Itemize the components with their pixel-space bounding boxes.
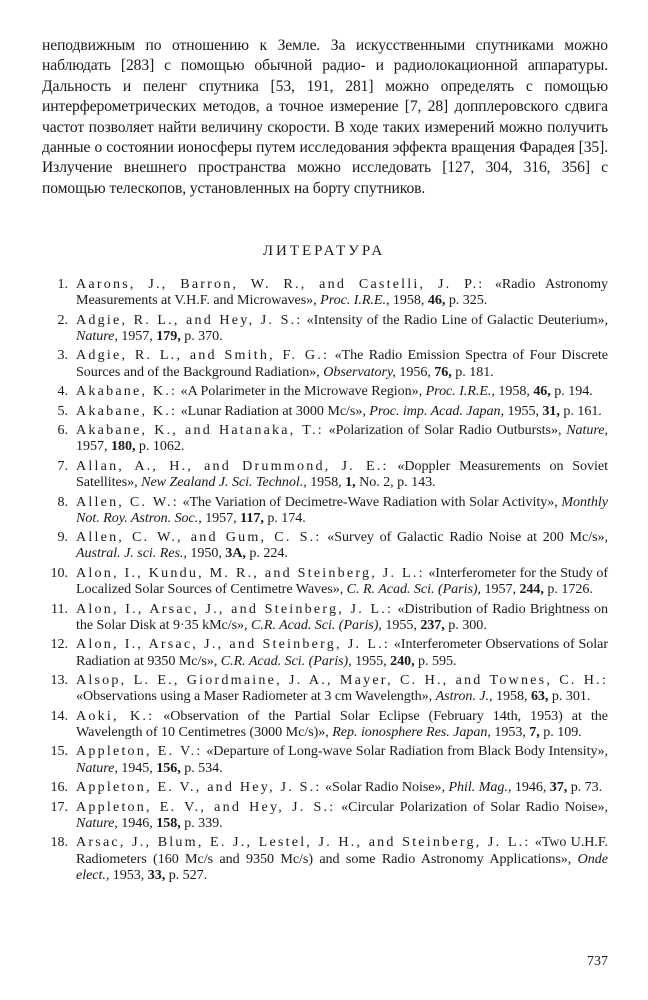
reference-year: 1957, [205, 509, 237, 526]
reference-number: 13. [50, 672, 68, 689]
reference-volume: 46, [533, 383, 551, 400]
reference-title: «A Polarimeter in the Microwave Region», [180, 383, 423, 400]
reference-journal: Rep. ionosphere Res. Japan, [332, 723, 491, 740]
reference-authors: Aoki, K.: [76, 707, 155, 724]
reference-volume: 46, [427, 292, 446, 309]
reference-journal: Proc. I.R.E., [425, 383, 495, 400]
reference-volume: 3A, [225, 545, 246, 562]
intro-paragraph: неподвижным по отношению к Земле. За искусственными спутниками можно наблюдать [283] с помощью обычной радио- и радиолокационной аппаратуры. Дальность и пеленг спутника [53, 191, 281] можно определять с помощью интерферометрических методов, а точное измерение [7, 28] допплеровского сдвига частот позволяет найти величину скорости. В ходе таких измерений можно получить данные о состоянии ионосферы путем исследования эффекта вращения Фарадея [35]. Излучение внешнего пространства можно исследовать [127, 304, 316, 356] с помощью телескопов, установленных на борту спутников. [42, 37, 608, 197]
reference-pages: p. 73. [570, 779, 603, 796]
reference-authors: Allen, C. W.: [76, 493, 179, 510]
reference-year: 1958, [495, 688, 528, 705]
reference-pages: p. 325. [448, 292, 488, 309]
reference-title: «Observations using a Maser Radiometer at 3 cm Wavelength», [76, 688, 433, 705]
reference-volume: 33, [147, 866, 166, 883]
reference-title: «Observation of the Partial Solar Eclipse (February 14th, 1953) at the Wavelength of 10 Centimetres (3000 Mc/s)», [76, 707, 608, 740]
reference-pages: p. 224. [249, 545, 288, 562]
reference-pages: p. 339. [184, 814, 223, 831]
reference-authors: Allen, C. W., and Gum, C. S.: [76, 529, 322, 546]
reference-number: 4. [57, 383, 68, 400]
reference-volume: 1, [345, 474, 356, 491]
reference-item [38, 529, 608, 561]
reference-year: 1946, [121, 814, 153, 831]
reference-pages: p. 534. [184, 759, 223, 776]
reference-pages: p. 174. [267, 509, 306, 526]
reference-number: 14. [50, 707, 68, 724]
reference-year: 1955, [385, 616, 417, 633]
reference-year: 1958, [310, 474, 342, 491]
reference-title: «Radio Astronomy Measurements at V.H.F. and Microwaves», [76, 276, 608, 309]
reference-year: 1958, [498, 383, 530, 400]
reference-journal: C. R. Acad. Sci. (Paris), [346, 581, 481, 598]
reference-number: 8. [57, 493, 68, 510]
reference-pages: p. 161. [563, 402, 602, 419]
reference-item [38, 601, 608, 633]
reference-number: 11. [51, 600, 68, 617]
reference-number: 9. [57, 529, 68, 546]
reference-list [38, 276, 608, 886]
reference-authors: Alon, I., Kundu, M. R., and Steinberg, J. L.: [76, 564, 425, 581]
reference-volume: 7, [529, 723, 540, 740]
reference-number: 10. [50, 564, 68, 581]
reference-authors: Alsop, L. E., Giordmaine, J. A., Mayer, C. H., and Townes, C. H.: [76, 672, 608, 689]
reference-title: «The Radio Emission Spectra of Four Discrete Sources and of the Background Radiation», [76, 347, 608, 380]
reference-authors: Aarons, J., Barron, W. R., and Castelli, J. P.: [76, 276, 485, 292]
reference-authors: Allan, A., H., and Drummond, J. E.: [76, 457, 389, 474]
reference-title: «Lunar Radiation at 3000 Mc/s», [180, 402, 366, 419]
reference-year: 1946, [514, 779, 547, 796]
reference-journal: Nature, [76, 814, 118, 831]
reference-volume: 117, [240, 509, 264, 526]
reference-title: «Two U.H.F. Radiometers (160 Mc/s and 9350 Mc/s) and some Radio Astronomy Applications», [76, 834, 609, 867]
reference-item [38, 636, 608, 668]
section-heading: ЛИТЕРАТУРА [262, 243, 386, 259]
page-number: 737 [587, 954, 608, 969]
reference-journal: C.R. Acad. Sci. (Paris), [251, 616, 382, 633]
reference-item [38, 422, 608, 454]
reference-year: 1957, [76, 438, 108, 455]
reference-volume: 37, [549, 779, 568, 796]
reference-year: 1955, [507, 402, 539, 419]
reference-year: 1953, [112, 866, 145, 883]
reference-item [38, 672, 608, 704]
reference-volume: 76, [434, 363, 452, 380]
reference-journal: Nature, [76, 327, 118, 344]
reference-volume: 158, [156, 814, 181, 831]
reference-journal: Nature, [566, 422, 608, 439]
reference-number: 1. [57, 276, 68, 292]
reference-title: «Interferometer for the Study of Localized Solar Sources of Centimetre Waves», [76, 564, 609, 598]
reference-journal: Observatory, [323, 363, 396, 380]
reference-volume: 180, [110, 438, 136, 455]
reference-title: «Distribution of Radio Brightness on the Solar Disk at 9·35 kMc/s», [76, 600, 608, 633]
reference-item [38, 312, 608, 344]
reference-item [38, 565, 608, 597]
reference-number: 3. [57, 347, 68, 364]
reference-number: 18. [50, 834, 68, 851]
reference-number: 15. [50, 743, 68, 760]
reference-item [38, 743, 608, 775]
reference-title: «Departure of Long-wave Solar Radiation from Black Body Intensity», [206, 743, 608, 760]
reference-item [38, 403, 608, 419]
reference-item [38, 347, 608, 379]
reference-item [38, 276, 608, 308]
reference-authors: Akabane, K.: [76, 402, 178, 419]
reference-year: 1956, [399, 363, 431, 380]
reference-journal: Astron. J., [435, 688, 493, 705]
reference-title: «Circular Polarization of Solar Radio Noise», [341, 798, 608, 815]
reference-authors: Arsac, J., Blum, E. J., Lestel, J. H., and Steinberg, J. L.: [76, 834, 531, 851]
reference-item [38, 779, 608, 795]
reference-pages: p. 109. [543, 723, 582, 740]
reference-number: 2. [57, 311, 68, 328]
reference-pages: p. 181. [455, 363, 494, 380]
reference-volume: 244, [519, 581, 544, 598]
reference-title: «Interferometer Observations of Solar Radiation at 9350 Mc/s», [76, 636, 608, 669]
reference-year: 1957, [121, 327, 153, 344]
reference-item [38, 494, 608, 526]
reference-journal: Proc. imp. Acad. Japan, [369, 402, 504, 419]
reference-pages: p. 1062. [138, 438, 185, 455]
reference-number: 17. [50, 798, 68, 815]
reference-number: 7. [57, 457, 68, 474]
reference-volume: 63, [530, 688, 549, 705]
reference-journal: New Zealand J. Sci. Technol., [141, 474, 307, 491]
reference-pages: p. 1726. [547, 581, 593, 598]
reference-authors: Alon, I., Arsac, J., and Steinberg, J. L.: [76, 636, 390, 653]
reference-volume: 240, [390, 652, 415, 669]
reference-year: 1957, [484, 581, 516, 598]
reference-number: 12. [50, 636, 68, 653]
reference-journal: Monthly Not. Roy. Astron. Soc., [76, 493, 608, 526]
reference-title: «The Variation of Decimetre-Wave Radiation with Solar Activity», [182, 493, 558, 510]
reference-title: «Doppler Measurements on Soviet Satellites», [76, 457, 608, 491]
reference-pages: p. 527. [168, 866, 208, 883]
reference-year: 1953, [494, 723, 526, 740]
reference-pages: p. 194. [554, 383, 593, 400]
reference-journal: Austral. J. sci. Res., [76, 545, 187, 562]
reference-pages: p. 301. [551, 688, 591, 705]
reference-pages: No. 2, p. 143. [359, 474, 436, 491]
reference-volume: 237, [420, 616, 445, 633]
reference-item [38, 799, 608, 831]
reference-authors: Adgie, R. L., and Smith, F. G.: [76, 347, 330, 364]
reference-volume: 179, [156, 327, 181, 344]
reference-item [38, 834, 608, 883]
reference-authors: Appleton, E. V., and Hey, J. S.: [76, 779, 322, 796]
reference-authors: Akabane, K., and Hatanaka, T.: [76, 422, 324, 439]
reference-title: «Survey of Galactic Radio Noise at 200 Mc/s», [327, 529, 608, 546]
reference-journal: Onde elect., [76, 850, 608, 883]
reference-year: 1958, [392, 292, 425, 309]
reference-journal: C.R. Acad. Sci. (Paris), [220, 652, 352, 669]
reference-journal: Phil. Mag., [448, 779, 512, 796]
reference-pages: p. 300. [448, 616, 487, 633]
reference-volume: 156, [156, 759, 181, 776]
reference-title: «Solar Radio Noise», [325, 779, 445, 796]
reference-authors: Akabane, K.: [76, 383, 178, 400]
reference-volume: 31, [542, 402, 560, 419]
reference-journal: Nature, [76, 759, 118, 776]
reference-item [38, 383, 608, 399]
reference-number: 5. [57, 402, 68, 419]
reference-authors: Alon, I., Arsac, J., and Steinberg, J. L.: [76, 600, 394, 617]
reference-year: 1950, [190, 545, 222, 562]
reference-authors: Appleton, E. V., and Hey, J. S.: [76, 798, 336, 815]
reference-authors: Adgie, R. L., and Hey, J. S.: [76, 311, 303, 328]
reference-item [38, 708, 608, 740]
reference-year: 1945, [121, 759, 153, 776]
reference-title: «Polarization of Solar Radio Outbursts», [328, 422, 562, 439]
reference-pages: p. 595. [418, 652, 457, 669]
reference-title: «Intensity of the Radio Line of Galactic Deuterium», [306, 311, 608, 328]
reference-pages: p. 370. [184, 327, 223, 344]
reference-authors: Appleton, E. V.: [76, 743, 203, 760]
reference-year: 1955, [355, 652, 387, 669]
reference-item [38, 458, 608, 490]
reference-number: 6. [57, 422, 68, 439]
reference-number: 16. [50, 779, 68, 796]
reference-journal: Proc. I.R.E., [320, 292, 390, 309]
